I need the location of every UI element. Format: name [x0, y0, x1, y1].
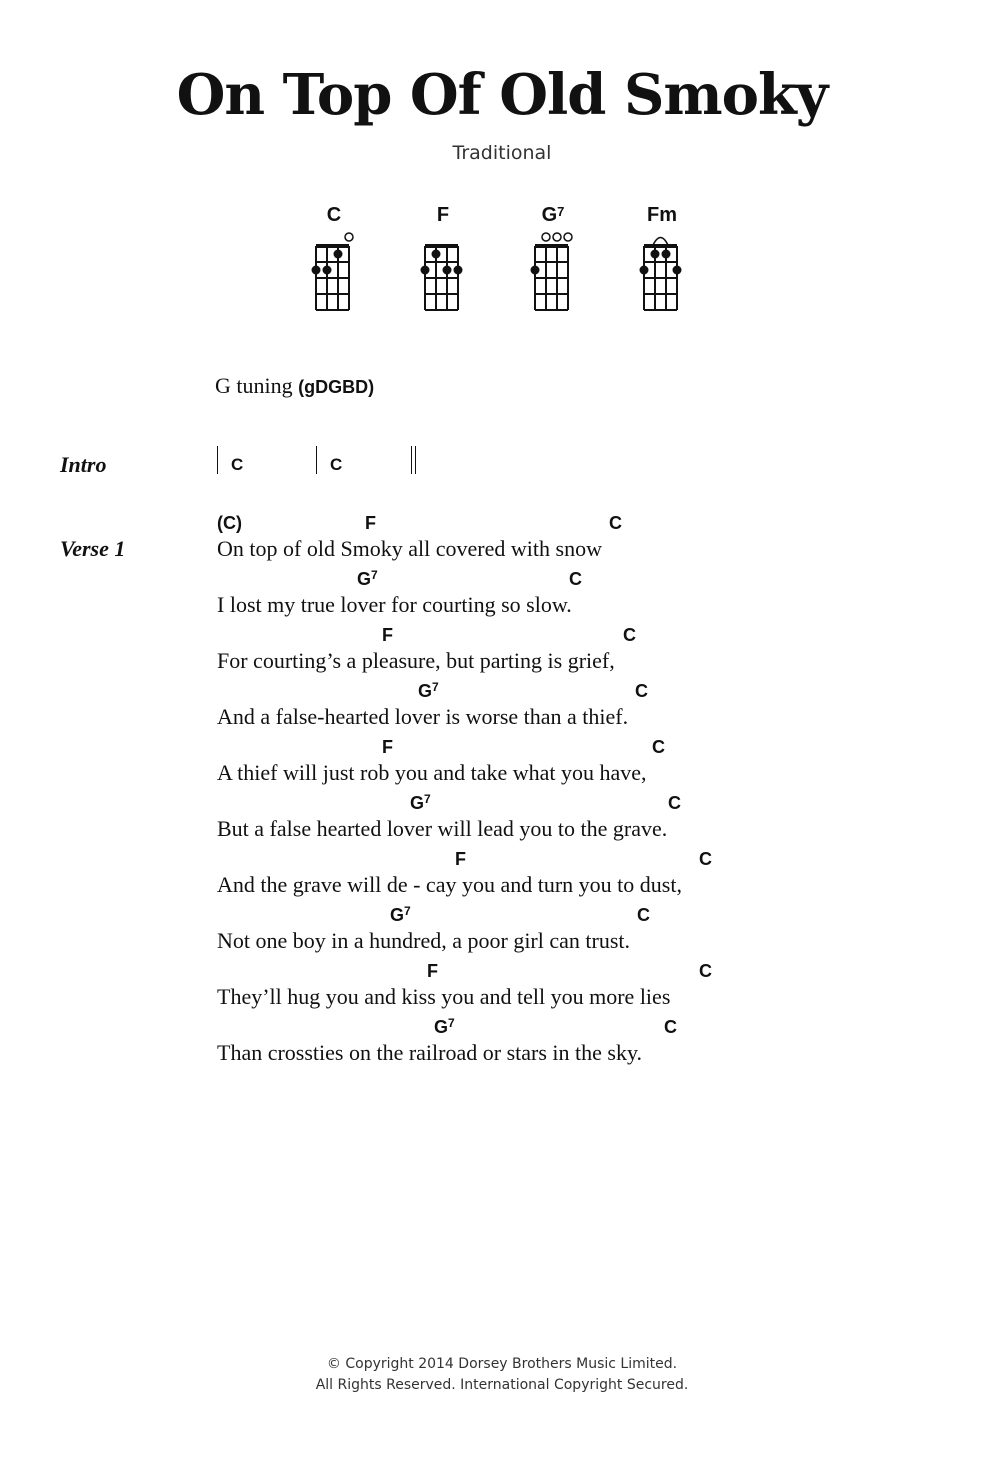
chord-diagram-f: [413, 200, 473, 315]
chord-symbol: (C): [217, 513, 242, 533]
tuning-code: (gDGBD): [298, 377, 375, 397]
intro-label: Intro: [60, 452, 107, 477]
chord-symbol: C: [609, 513, 622, 533]
open-string-marker: [553, 233, 561, 241]
nut: [316, 244, 349, 248]
finger-dot: [651, 250, 660, 259]
copyright: [0, 1354, 1004, 1396]
chord-symbol: C: [635, 681, 648, 701]
lyric-line: They’ll hug you and kiss you and tell you more lies: [217, 984, 671, 1009]
lyric-line: On top of old Smoky all covered with snow: [217, 536, 602, 561]
fretboard-grid: [632, 200, 692, 315]
chord-symbol: F: [427, 961, 438, 981]
chord-symbol: C: [623, 625, 636, 645]
finger-dot: [334, 250, 343, 259]
nut: [425, 244, 458, 248]
intro-chord: C: [330, 455, 343, 474]
nut: [644, 244, 677, 248]
chord-diagram-name: F: [436, 204, 450, 226]
intro-chord: C: [231, 455, 244, 474]
lyric-line: Than crossties on the railroad or stars in the sky.: [217, 1040, 643, 1065]
fretboard-grid: [304, 200, 364, 315]
double-barline: [411, 446, 412, 474]
finger-dot: [421, 266, 430, 275]
finger-dot: [443, 266, 452, 275]
finger-dot: [662, 250, 671, 259]
chord-symbol: $G^7$: [434, 1016, 455, 1037]
chord-diagram-name: Fm: [647, 204, 677, 226]
copyright-line: All Rights Reserved. International Copyright Secured.: [315, 1377, 689, 1393]
finger-dot: [312, 266, 321, 275]
chord-symbol: F: [455, 849, 466, 869]
chord-diagram-name: $G^7$: [541, 204, 565, 226]
barline: [316, 446, 317, 474]
finger-dot: [323, 266, 332, 275]
chord-symbol: $G^7$: [418, 680, 439, 701]
lyric-line: And a false-hearted lover is worse than a thief.: [217, 704, 629, 729]
open-string-marker: [542, 233, 550, 241]
verse-label: Verse 1: [60, 536, 126, 561]
lyric-line: A thief will just rob you and take what you have,: [217, 760, 647, 785]
chord-symbol: $G^7$: [357, 568, 378, 589]
chord-symbol: F: [365, 513, 376, 533]
chord-symbol: $G^7$: [390, 904, 411, 925]
chord-symbol: C: [652, 737, 665, 757]
chord-diagrams: [300, 200, 700, 320]
chord-symbol: C: [637, 905, 650, 925]
chord-diagram-name: C: [326, 204, 342, 226]
lyric-line: And the grave will de - cay you and turn you to dust,: [217, 872, 682, 897]
copyright-line: © Copyright 2014 Dorsey Brothers Music Limited.: [326, 1356, 678, 1372]
lyric-line: But a false hearted lover will lead you to the grave.: [217, 816, 668, 841]
barre-arc: [653, 238, 668, 246]
chord-symbol: F: [382, 737, 393, 757]
open-string-marker: [345, 233, 353, 241]
chord-symbol: C: [668, 793, 681, 813]
barline: [217, 446, 218, 474]
finger-dot: [454, 266, 463, 275]
nut: [535, 244, 568, 248]
lyric-line: For courting’s a pleasure, but parting is grief,: [217, 648, 615, 673]
lyric-line: I lost my true lover for courting so slow.: [217, 592, 572, 617]
lyric-line: Not one boy in a hundred, a poor girl can trust.: [217, 928, 631, 953]
chord-symbol: F: [382, 625, 393, 645]
chord-diagram-g7: [523, 200, 583, 315]
chord-diagram-c: [304, 200, 364, 315]
open-string-marker: [564, 233, 572, 241]
finger-dot: [531, 266, 540, 275]
fretboard-grid: [413, 200, 473, 315]
finger-dot: [640, 266, 649, 275]
double-barline: [415, 446, 416, 474]
finger-dot: [673, 266, 682, 275]
song-title: On Top Of Old Smoky: [176, 62, 828, 128]
finger-dot: [432, 250, 441, 259]
chord-symbol: C: [699, 849, 712, 869]
composer: Traditional: [452, 142, 552, 164]
fretboard-grid: [523, 200, 583, 315]
chord-symbol: C: [699, 961, 712, 981]
chord-symbol: C: [569, 569, 582, 589]
chord-symbol: C: [664, 1017, 677, 1037]
chord-diagram-fm: [632, 200, 692, 315]
chord-symbol: $G^7$: [410, 792, 431, 813]
tuning: [215, 373, 374, 399]
tuning-label: G tuning: [215, 373, 293, 398]
